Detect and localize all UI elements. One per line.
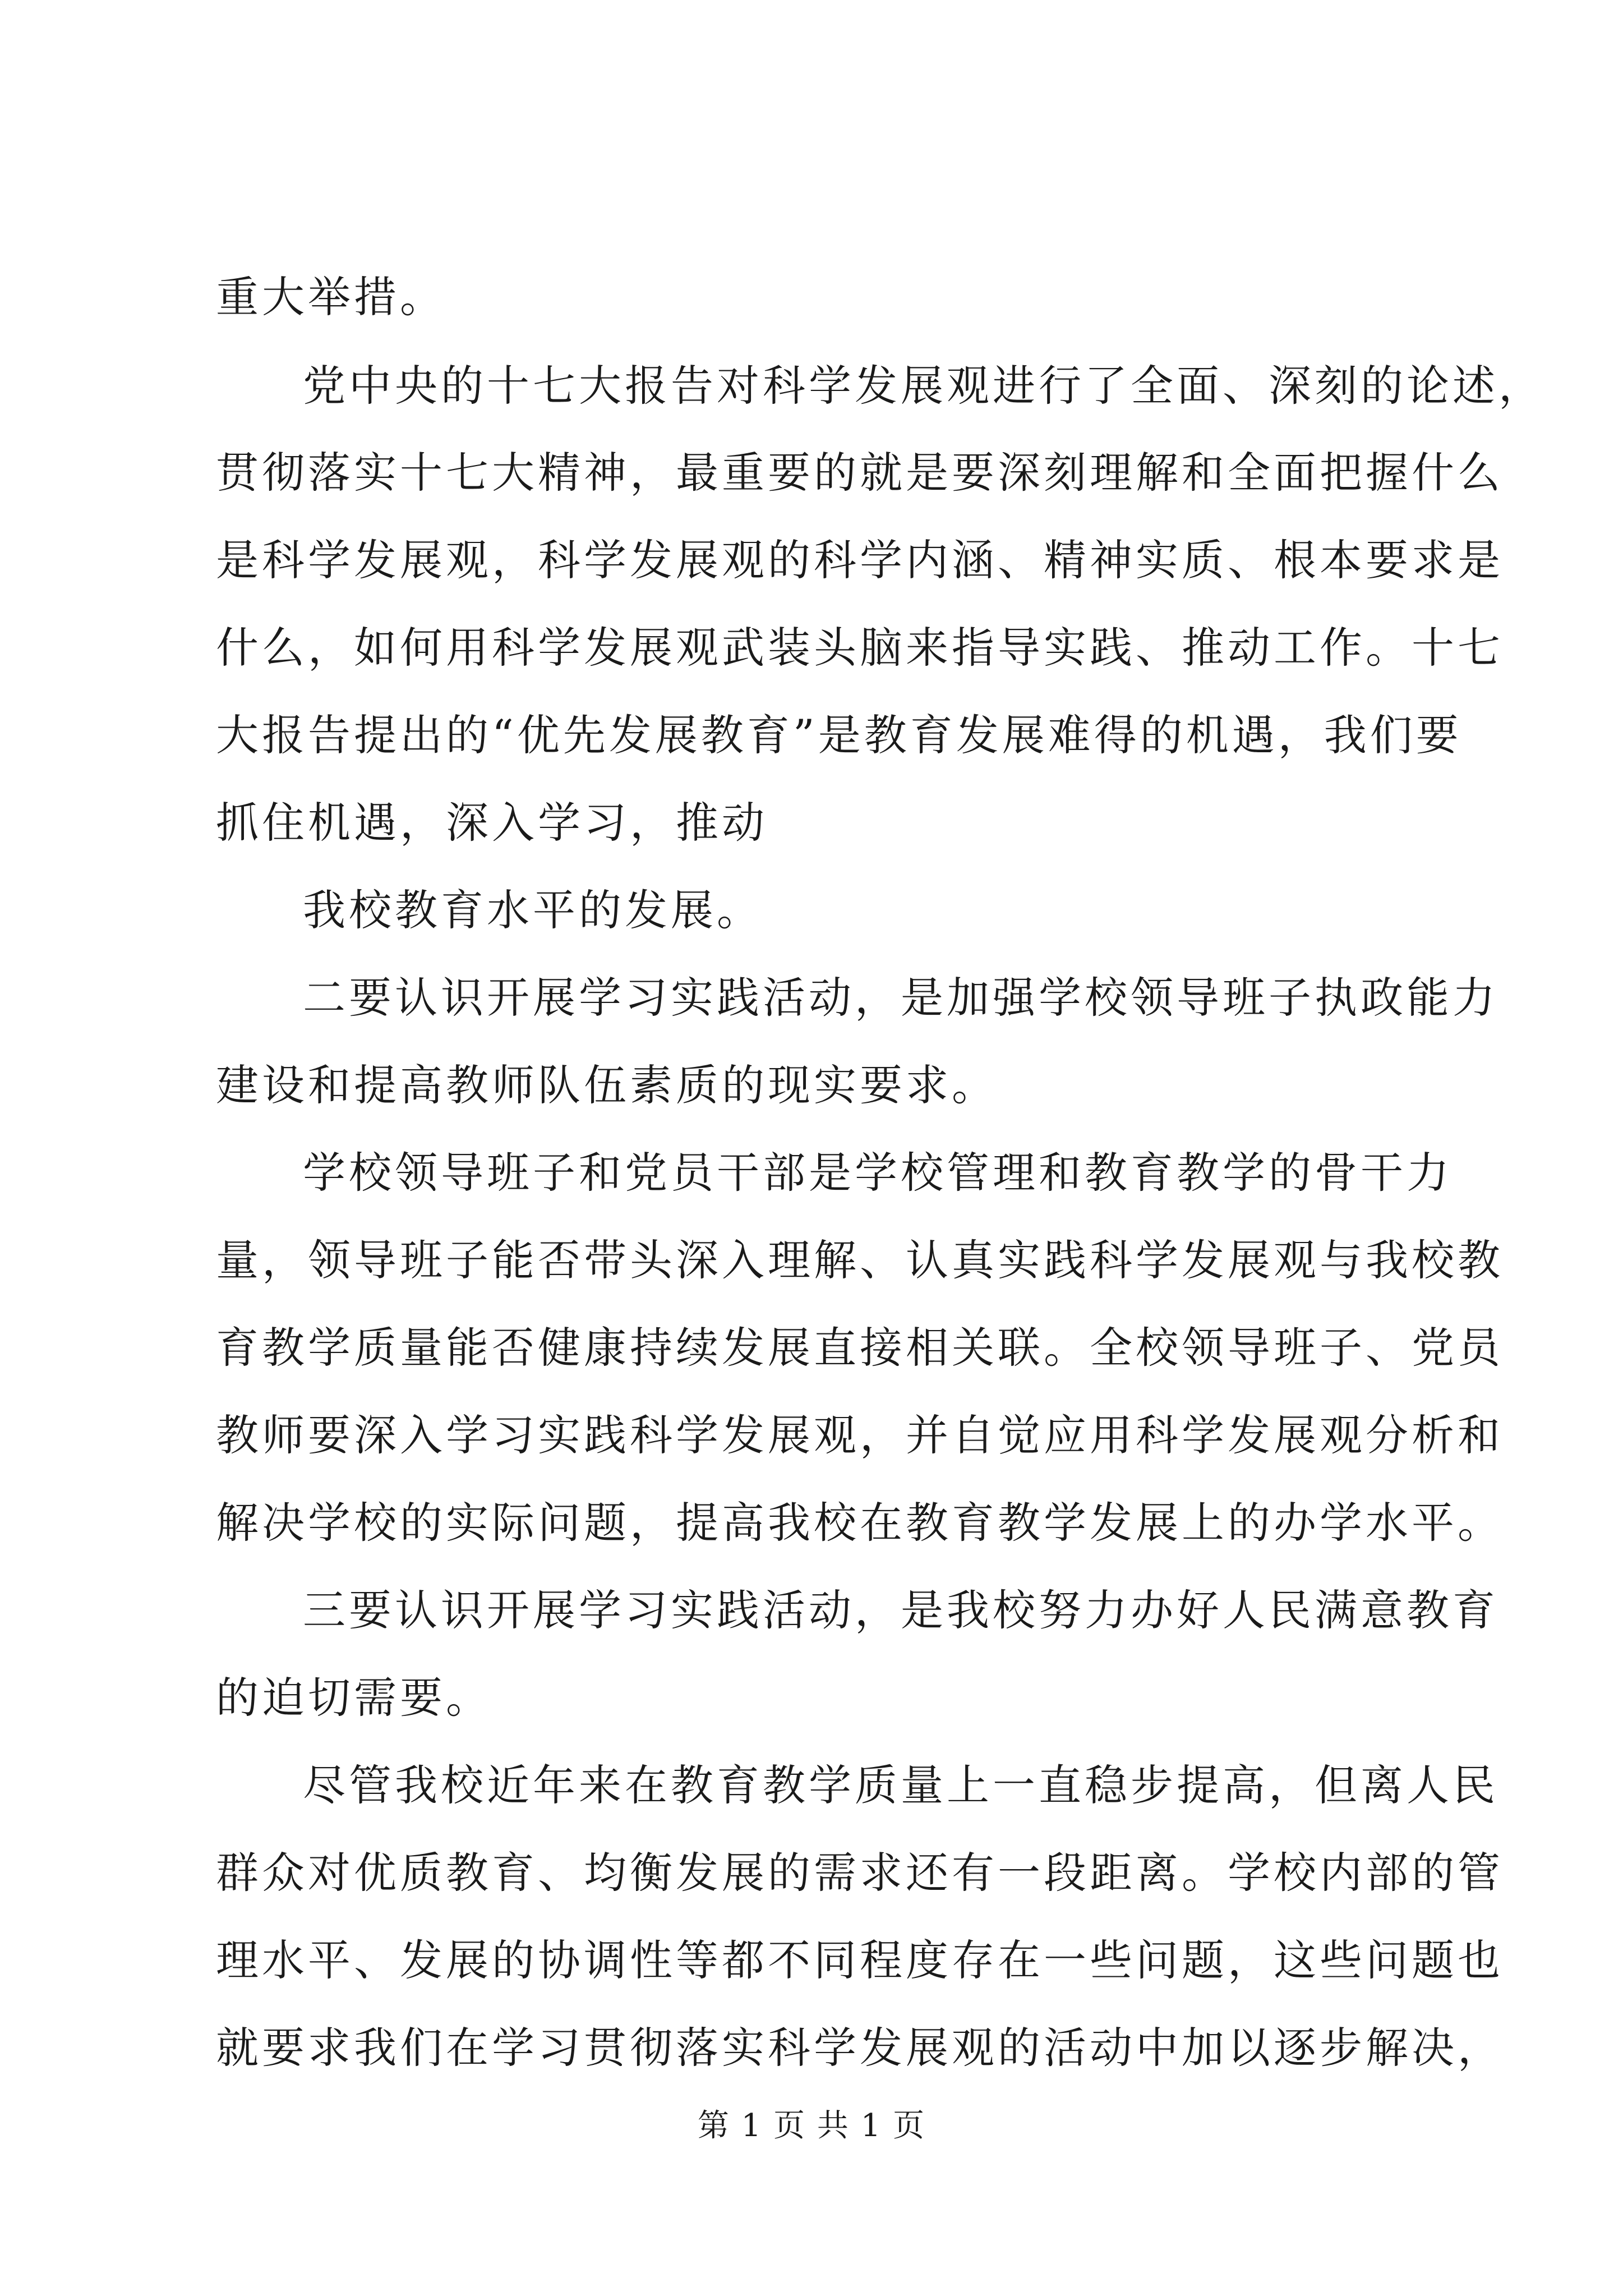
body-text-line: 党中央的十七大报告对科学发展观进行了全面、深刻的论述，	[303, 361, 1544, 411]
body-text-line: 尽管我校近年来在教育教学质量上一直稳步提高，但离人民	[303, 1760, 1498, 1810]
body-text-line: 我校教育水平的发展。	[303, 885, 763, 935]
body-text-line: 解决学校的实际问题，提高我校在教育教学发展上的办学水平。	[216, 1498, 1504, 1548]
body-text-line: 的迫切需要。	[216, 1673, 492, 1723]
page-number-footer: 第 1 页 共 1 页	[697, 2108, 926, 2144]
body-text-line: 三要认识开展学习实践活动，是我校努力办好人民满意教育	[303, 1585, 1498, 1635]
body-text-line: 是科学发展观，科学发展观的科学内涵、精神实质、根本要求是	[216, 535, 1504, 585]
body-text-line: 抓住机遇，深入学习，推动	[216, 798, 768, 848]
body-text-line: 就要求我们在学习贯彻落实科学发展观的活动中加以逐步解决，	[216, 2023, 1504, 2073]
body-text-line: 群众对优质教育、均衡发展的需求还有一段距离。学校内部的管	[216, 1848, 1504, 1898]
body-text-line: 重大举措。	[216, 272, 446, 322]
body-text-line: 量，领导班子能否带头深入理解、认真实践科学发展观与我校教	[216, 1235, 1504, 1285]
body-text-line: 学校领导班子和党员干部是学校管理和教育教学的骨干力	[303, 1148, 1453, 1198]
body-text-line: 育教学质量能否健康持续发展直接相关联。全校领导班子、党员	[216, 1323, 1504, 1373]
body-text-line: 什么，如何用科学发展观武装头脑来指导实践、推动工作。十七	[216, 623, 1504, 673]
body-text-line: 教师要深入学习实践科学发展观，并自觉应用科学发展观分析和	[216, 1410, 1504, 1460]
body-text-line: 建设和提高教师队伍素质的现实要求。	[216, 1060, 998, 1110]
body-text-line: 理水平、发展的协调性等都不同程度存在一些问题，这些问题也	[216, 1935, 1504, 1985]
body-text-line: 贯彻落实十七大精神，最重要的就是要深刻理解和全面把握什么	[216, 448, 1504, 498]
body-text-line: 二要认识开展学习实践活动，是加强学校领导班子执政能力	[303, 973, 1498, 1023]
body-text-line: 大报告提出的“优先发展教育”是教育发展难得的机遇，我们要	[216, 710, 1462, 760]
